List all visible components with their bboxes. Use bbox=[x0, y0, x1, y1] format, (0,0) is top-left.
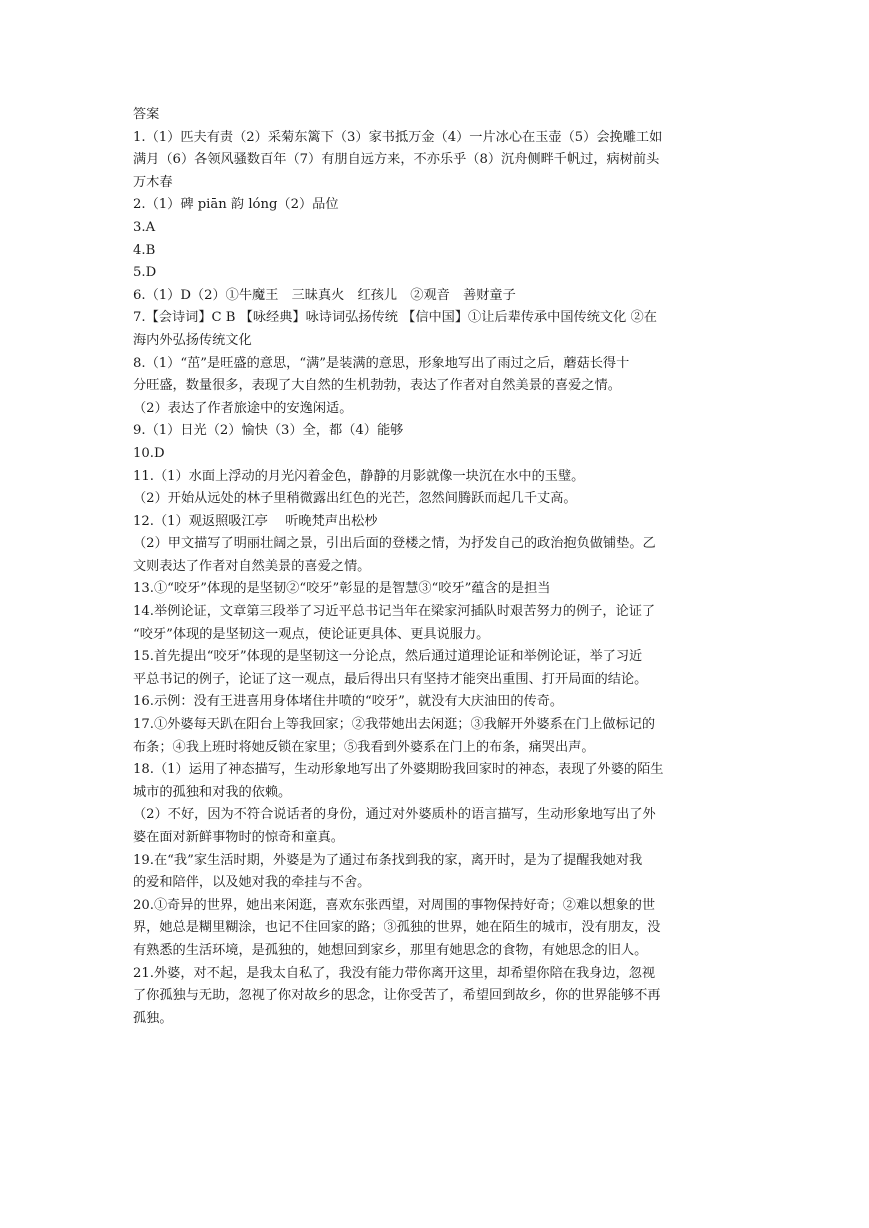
answer-line: 4.B bbox=[133, 242, 156, 258]
answer-line: 9.（1）日光（2）愉快（3）全，都（4）能够 bbox=[133, 423, 404, 439]
answer-line: 15.首先提出“咬牙”体现的是坚韧这一分论点，然后通过道理论证和举例论证，举了习近 bbox=[133, 649, 643, 665]
answer-line: 10.D bbox=[133, 445, 165, 461]
answer-line: 13.①“咬牙”体现的是坚韧②“咬牙”彰显的是智慧③“咬牙”蕴含的是担当 bbox=[133, 581, 551, 597]
answer-line: 布条；④我上班时将她反锁在家里；⑤我看到外婆系在门上的布条，痛哭出声。 bbox=[133, 739, 595, 755]
answer-line: 5.D bbox=[133, 265, 157, 281]
answer-line: 7.【会诗词】C B 【咏经典】咏诗词弘扬传统 【信中国】①让后辈传承中国传统文化 ②在 bbox=[133, 310, 657, 326]
answer-key bbox=[133, 104, 741, 1030]
answer-line: 平总书记的例子，论证了这一观点，最后得出只有坚持才能突出重围、打开局面的结论。 bbox=[133, 671, 648, 687]
answer-line: 19.在“我”家生活时期，外婆是为了通过布条找到我的家，离开时，是为了提醒我她对我 bbox=[133, 852, 643, 868]
answer-line: 8.（1）“茁”是旺盛的意思，“满”是装满的意思，形象地写出了雨过之后，蘑菇长得十 bbox=[133, 355, 630, 371]
answer-line: 文则表达了作者对自然美景的喜爱之情。 bbox=[133, 558, 371, 574]
answer-line: 的爱和陪伴，以及她对我的牵挂与不舍。 bbox=[133, 875, 371, 891]
answer-line: （2）表达了作者旅途中的安逸闲适。 bbox=[133, 400, 353, 416]
answer-line: 孤独。 bbox=[133, 1010, 173, 1026]
answer-line: 分旺盛，数量很多，表现了大自然的生机勃勃，表达了作者对自然美景的喜爱之情。 bbox=[133, 378, 621, 394]
answer-line: 11.（1）水面上浮动的月光闪着金色，静静的月影就像一块沉在水中的玉璧。 bbox=[133, 468, 585, 484]
answer-line: 城市的孤独和对我的依赖。 bbox=[133, 784, 292, 800]
answer-line: 万木春 bbox=[133, 174, 173, 190]
answer-line: 1.（1）匹夫有责（2）采菊东篱下（3）家书抵万金（4）一片冰心在玉壶（5）会挽雕工如 bbox=[133, 129, 663, 145]
answer-line: 20.①奇异的世界，她出来闲逛，喜欢东张西望，对周围的事物保持好奇；②难以想象的世 bbox=[133, 897, 656, 913]
answer-line: 有熟悉的生活环境，是孤独的，她想回到家乡，那里有她思念的食物，有她思念的旧人。 bbox=[133, 942, 648, 958]
answer-line: （2）甲文描写了明丽壮阔之景，引出后面的登楼之情，为抒发自己的政治抱负做铺垫。乙 bbox=[133, 536, 656, 552]
answer-line: 16.示例：没有王进喜用身体堵住井喷的“咬牙”，就没有大庆油田的传奇。 bbox=[133, 694, 564, 710]
answer-line: 3.A bbox=[133, 219, 156, 235]
answer-line: “咬牙”体现的是坚韧这一观点，使论证更具体、更具说服力。 bbox=[133, 626, 490, 642]
answer-line: 6.（1）D（2）①牛魔王 三昧真火 红孩儿 ②观音 善财童子 bbox=[133, 287, 516, 303]
answer-line: 界，她总是糊里糊涂，也记不住回家的路；③孤独的世界，她在陌生的城市，没有朋友，没 bbox=[133, 920, 661, 936]
answer-line: 12.（1）观返照吸江亭 听晚梵声出松杪 bbox=[133, 513, 378, 529]
answer-line: 21.外婆，对不起，是我太自私了，我没有能力带你离开这里，却希望你陪在我身边，忽视 bbox=[133, 965, 656, 981]
answer-line: （2）不好，因为不符合说话者的身份，通过对外婆质朴的语言描写，生动形象地写出了外 bbox=[133, 807, 656, 823]
document-title: 答案 bbox=[133, 107, 160, 122]
answer-line: 2.（1）碑 piān 韵 lóng（2）品位 bbox=[133, 197, 339, 213]
answer-line: 海内外弘扬传统文化 bbox=[133, 332, 252, 348]
answer-line: （2）开始从远处的林子里稍微露出红色的光芒，忽然间腾跃而起几千丈高。 bbox=[133, 491, 577, 507]
answer-line: 满月（6）各领风骚数百年（7）有朋自远方来，不亦乐乎（8）沉舟侧畔千帆过，病树前头 bbox=[133, 152, 660, 168]
answer-line: 17.①外婆每天趴在阳台上等我回家；②我带她出去闲逛；③我解开外婆系在门上做标记的 bbox=[133, 717, 656, 733]
answer-line: 14.举例论证，文章第三段举了习近平总书记当年在梁家河插队时艰苦努力的例子，论证了 bbox=[133, 604, 656, 620]
answer-line: 了你孤独与无助，忽视了你对故乡的思念，让你受苦了，希望回到故乡，你的世界能够不再 bbox=[133, 988, 661, 1004]
answer-line: 婆在面对新鲜事物时的惊奇和童真。 bbox=[133, 830, 344, 845]
answer-line: 18.（1）运用了神态描写，生动形象地写出了外婆期盼我回家时的神态，表现了外婆的陌生 bbox=[133, 762, 664, 778]
